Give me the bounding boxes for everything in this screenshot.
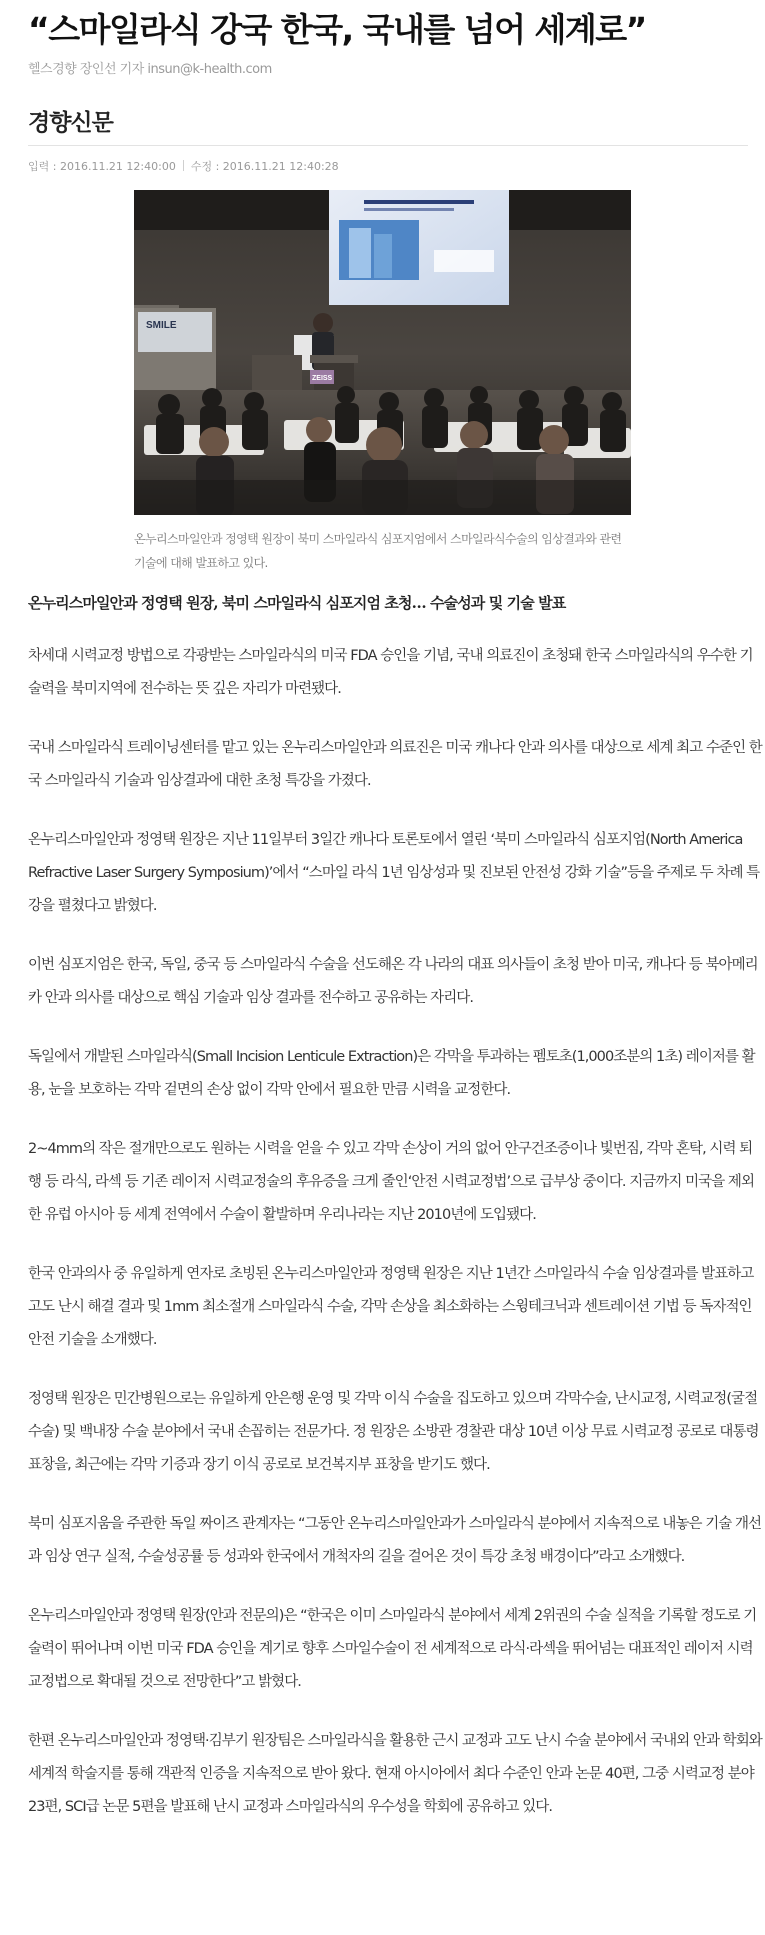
body-paragraph: 한편 온누리스마일안과 정영택·김부기 원장팀은 스마일라식을 활용한 근시 교정과 고도 난시 수술 분야에서 국내외 안과 학회와 세계적 학술지를 통해 객관적 인증을 지속적으로 받아 왔다. 현재 아시아에서 최다 수준인 안과 논문 40편, 그중 시력교정 분야 23편, SCI급 논문 5편을 발표해 난시 교정과 스마일라식의 우수성을 학회에 공유하고 있다. [28,1733,762,1815]
body-paragraph: 차세대 시력교정 방법으로 각광받는 스마일라식의 미국 FDA 승인을 기념, 국내 의료진이 초청돼 한국 스마일라식의 우수한 기술력을 북미지역에 전수하는 뜻 깊은 자리가 마련됐다. [28,648,753,697]
body-paragraph: 2~4mm의 작은 절개만으로도 원하는 시력을 얻을 수 있고 각막 손상이 거의 없어 안구건조증이나 빛번짐, 각막 혼탁, 시력 퇴행 등 라식, 라섹 등 기존 레이저 시력교정술의 후유증을 크게 줄인‘안전 시력교정법’으로 급부상 중이다. 지금까지 미국을 제외한 유럽 아시아 등 세계 전역에서 수술이 활발하며 우리나라는 지난 2010년에 도입됐다. [28,1141,755,1223]
slide-logo: SMILE [146,320,177,331]
body-paragraph: 국내 스마일라식 트레이닝센터를 맡고 있는 온누리스마일안과 의료진은 미국 캐나다 안과 의사를 대상으로 세계 최고 수준인 한국 스마일라식 기술과 임상결과에 대한 초청 특강을 가졌다. [28,740,762,789]
article-photo [134,190,631,515]
body-paragraph: 온누리스마일안과 정영택 원장은 지난 11일부터 3일간 캐나다 토론토에서 열린 ‘북미 스마일라식 심포지엄(North America Refractive Laser Surgery Symposium)’에서 “스마일 라식 1년 임상성과 및 진보된 안전성 강화 기술”등을 주제로 두 차례 특강을 펼쳤다고 밝혔다. [28,832,760,914]
edit-date: 수정 : 2016.11.21 12:40:28 [190,160,339,173]
body-paragraph: 한국 안과의사 중 유일하게 연자로 초빙된 온누리스마일안과 정영택 원장은 지난 1년간 스마일라식 수술 임상결과를 발표하고 고도 난시 해결 결과 및 1mm 최소절개 스마일라식 수술, 각막 손상을 최소화하는 스윙테크닉과 센트레이션 기법 등 독자적인 안전 기술을 소개했다. [28,1266,754,1348]
article-headline: “스마일라식 강국 한국, 국내를 넘어 세계로” [28,10,646,49]
body-paragraph: 북미 심포지움을 주관한 독일 짜이즈 관계자는 “그동안 온누리스마일안과가 스마일라식 분야에서 지속적으로 내놓은 기술 개선과 임상 연구 실적, 수술성공률 등 성과와 한국에서 개척자의 길을 걸어온 것이 특강 초청 배경이다”라고 소개했다. [28,1516,762,1565]
publish-dates [28,158,339,174]
header-divider [28,145,748,146]
article-subheadline: 온누리스마일안과 정영택 원장, 북미 스마일라식 심포지엄 초청… 수술성과 및 기술 발표 [28,594,566,612]
body-paragraph: 정영택 원장은 민간병원으로는 유일하게 안은행 운영 및 각막 이식 수술을 집도하고 있으며 각막수술, 난시교정, 시력교정(굴절수술) 및 백내장 수술 분야에서 국내 손꼽히는 전문가다. 정 원장은 소방관 경찰관 대상 10년 이상 무료 시력교정 공로로 대통령 표창을, 최근에는 각막 기증과 장기 이식 공로로 보건복지부 표창을 받기도 했다. [28,1391,759,1473]
podium-brand: ZEISS [312,375,333,382]
body-paragraph: 독일에서 개발된 스마일라식(Small Incision Lenticule Extraction)은 각막을 투과하는 펨토초(1,000조분의 1초) 레이저를 활용, 눈을 보호하는 각막 겉면의 손상 없이 각막 안에서 필요한 만큼 시력을 교정한다. [28,1049,755,1098]
article-body [28,640,763,1850]
outlet-name[interactable]: 경향신문 [28,109,113,136]
conference-photo-illustration [134,190,631,515]
article-byline[interactable]: 헬스경향 장인선 기자 insun@k-health.com [28,62,272,77]
body-paragraph: 이번 심포지엄은 한국, 독일, 중국 등 스마일라식 수술을 선도해온 각 나라의 대표 의사들이 초청 받아 미국, 캐나다 등 북아메리카 안과 의사를 대상으로 핵심 기술과 임상 결과를 전수하고 공유하는 자리다. [28,957,758,1006]
body-paragraph: 온누리스마일안과 정영택 원장(안과 전문의)은 “한국은 이미 스마일라식 분야에서 세계 2위권의 수술 실적을 기록할 정도로 기술력이 뛰어나며 이번 미국 FDA 승인을 계기로 향후 스마일수술이 전 세계적으로 라식·라섹을 뛰어넘는 대표적인 레이저 시력교정법으로 확대될 것으로 전망한다”고 밝혔다. [28,1608,757,1690]
date-separator [183,160,184,171]
photo-caption: 온누리스마일안과 정영택 원장이 북미 스마일라식 심포지엄에서 스마일라식수술의 임상결과와 관련 기술에 대해 발표하고 있다. [134,532,622,570]
input-date: 입력 : 2016.11.21 12:40:00 [28,160,176,173]
